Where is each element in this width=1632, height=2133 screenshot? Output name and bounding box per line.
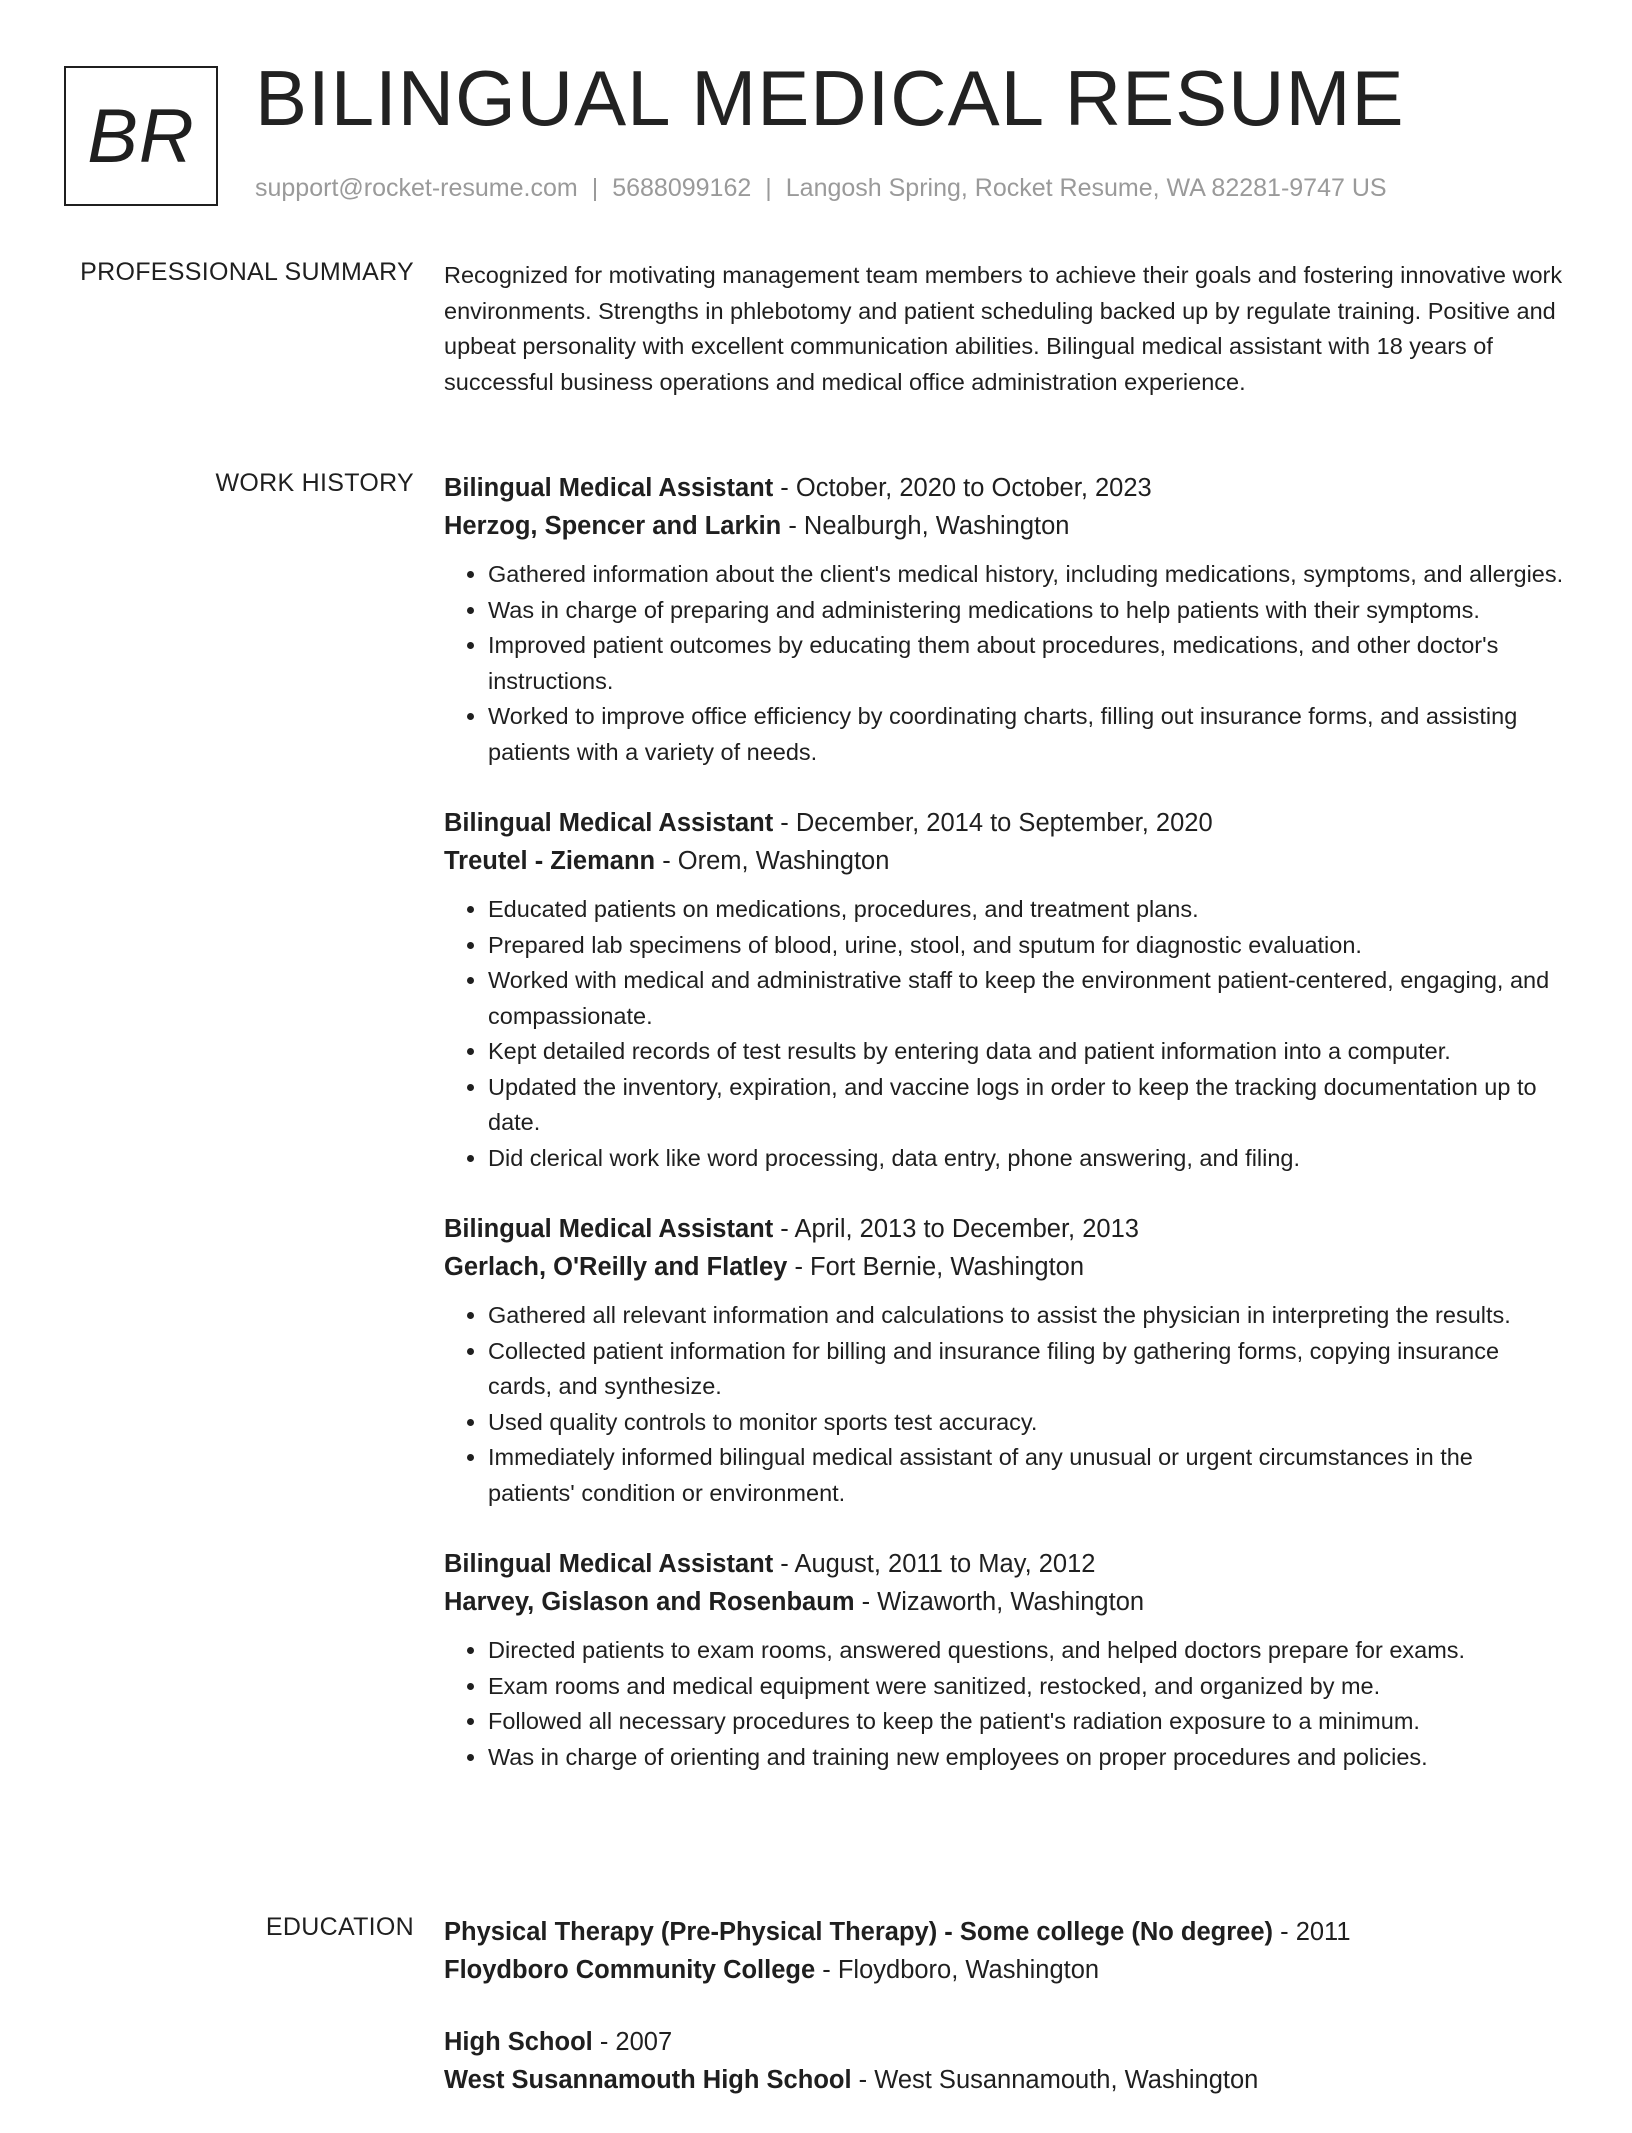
job-location: - Wizaworth, Washington [854,1588,1145,1616]
job-company: Herzog, Spencer and Larkin [444,512,782,540]
education-degree: Physical Therapy (Pre-Physical Therapy) - Some college (No degree) [444,1918,1274,1946]
job-bullet: • Followed all necessary procedures to keep the patient's radiation exposure to a minimum. [488,1704,1564,1740]
job-title: Bilingual Medical Assistant [444,1215,774,1243]
contact-separator: | [591,174,599,202]
contact-phone: 5688099162 [612,174,752,202]
job-company-line [444,1583,1564,1621]
job-dates: - October, 2020 to October, 2023 [773,474,1152,502]
job-location: - Fort Bernie, Washington [787,1253,1085,1281]
monogram-box [64,66,218,206]
job-bullet: • Collected patient information for billing and insurance filing by gathering forms, copying insurance cards, and synthesize. [488,1334,1564,1405]
job-title-line [444,1210,1564,1248]
education-school-line [444,1951,1564,1989]
education-entry [444,2023,1564,2099]
job-bullet: • Updated the inventory, expiration, and vaccine logs in order to keep the tracking documentation up to date. [488,1070,1564,1141]
job-bullets [444,1633,1564,1775]
education-location: - West Susannamouth, Washington [851,2066,1259,2094]
contact-line [255,174,1387,203]
job-company-line [444,507,1564,545]
job-bullets [444,557,1564,770]
job-bullet: • Worked with medical and administrative staff to keep the environment patient-centered, engaging, and compassionate. [488,963,1564,1034]
job-title-line [444,1545,1564,1583]
job-bullets [444,1298,1564,1511]
education-degree: High School [444,2028,593,2056]
job-location: - Orem, Washington [655,847,890,875]
job-company: Gerlach, O'Reilly and Flatley [444,1253,788,1281]
job-bullet: • Educated patients on medications, procedures, and treatment plans. [488,892,1564,928]
job-company: Treutel - Ziemann [444,847,656,875]
job-bullet: • Gathered all relevant information and calculations to assist the physician in interpreting the results. [488,1298,1564,1334]
job-company: Harvey, Gislason and Rosenbaum [444,1588,855,1616]
education-degree-line [444,2023,1564,2061]
job-bullet: • Kept detailed records of test results by entering data and patient information into a computer. [488,1034,1564,1070]
education-entry [444,1913,1564,1989]
contact-separator: | [765,174,772,202]
job-company-line [444,842,1564,880]
education-body [444,1913,1564,2133]
job-title-line [444,469,1564,507]
job-bullet: • Immediately informed bilingual medical assistant of any unusual or urgent circumstances in the patients' condition or environment. [488,1440,1564,1511]
job-title: Bilingual Medical Assistant [444,474,774,502]
job-dates: - April, 2013 to December, 2013 [773,1215,1139,1243]
job-title-line [444,804,1564,842]
education-school: West Susannamouth High School [444,2066,852,2094]
job-dates: - August, 2011 to May, 2012 [773,1550,1096,1578]
monogram-initials: BR [87,93,195,179]
section-label-work-history: WORK HISTORY [215,469,414,497]
job-bullets [444,892,1564,1176]
resume-title: BILINGUAL MEDICAL RESUME [255,54,1405,142]
job-entry [444,1210,1564,1511]
job-bullet: • Improved patient outcomes by educating them about procedures, medications, and other doctor's instructions. [488,628,1564,699]
job-entry [444,804,1564,1176]
education-year: - 2011 [1273,1918,1351,1946]
job-dates: - December, 2014 to September, 2020 [773,809,1213,837]
job-title: Bilingual Medical Assistant [444,1550,774,1578]
education-school-line [444,2061,1564,2099]
job-bullet: • Gathered information about the client's medical history, including medications, symptoms, and allergies. [488,557,1564,593]
job-bullet: • Directed patients to exam rooms, answered questions, and helped doctors prepare for exams. [488,1633,1564,1669]
education-degree-line [444,1913,1564,1951]
education-location: - Floydboro, Washington [815,1956,1100,1984]
job-entry [444,469,1564,770]
job-bullet: • Did clerical work like word processing, data entry, phone answering, and filing. [488,1141,1564,1177]
job-entry [444,1545,1564,1775]
summary-text: Recognized for motivating management team members to achieve their goals and fostering innovative work environments. Strengths in phlebotomy and patient scheduling backed up by regulate training. Positive and upbeat personality with excellent communication abilities. Bilingual medical assistant with 18 years of successful business operations and medical office administration experience. [444,262,1563,395]
job-bullet: • Worked to improve office efficiency by coordinating charts, filling out insurance forms, and assisting patients with a variety of needs. [488,699,1564,770]
contact-email: support@rocket-resume.com [255,174,578,202]
job-bullet: • Prepared lab specimens of blood, urine, stool, and sputum for diagnostic evaluation. [488,928,1564,964]
education-year: - 2007 [592,2028,673,2056]
section-label-education: EDUCATION [265,1913,414,1941]
work-history-body [444,469,1564,1809]
job-bullet: • Exam rooms and medical equipment were sanitized, restocked, and organized by me. [488,1669,1564,1705]
contact-address: Langosh Spring, Rocket Resume, WA 82281-9747 US [785,174,1387,202]
job-location: - Nealburgh, Washington [781,512,1070,540]
job-bullet: • Was in charge of orienting and training new employees on proper procedures and policies. [488,1740,1564,1776]
job-bullet: • Was in charge of preparing and administering medications to help patients with their symptoms. [488,593,1564,629]
summary-body [444,258,1564,400]
job-bullet: • Used quality controls to monitor sports test accuracy. [488,1405,1564,1441]
section-label-summary: PROFESSIONAL SUMMARY [80,258,414,286]
job-company-line [444,1248,1564,1286]
education-school: Floydboro Community College [444,1956,816,1984]
job-title: Bilingual Medical Assistant [444,809,774,837]
